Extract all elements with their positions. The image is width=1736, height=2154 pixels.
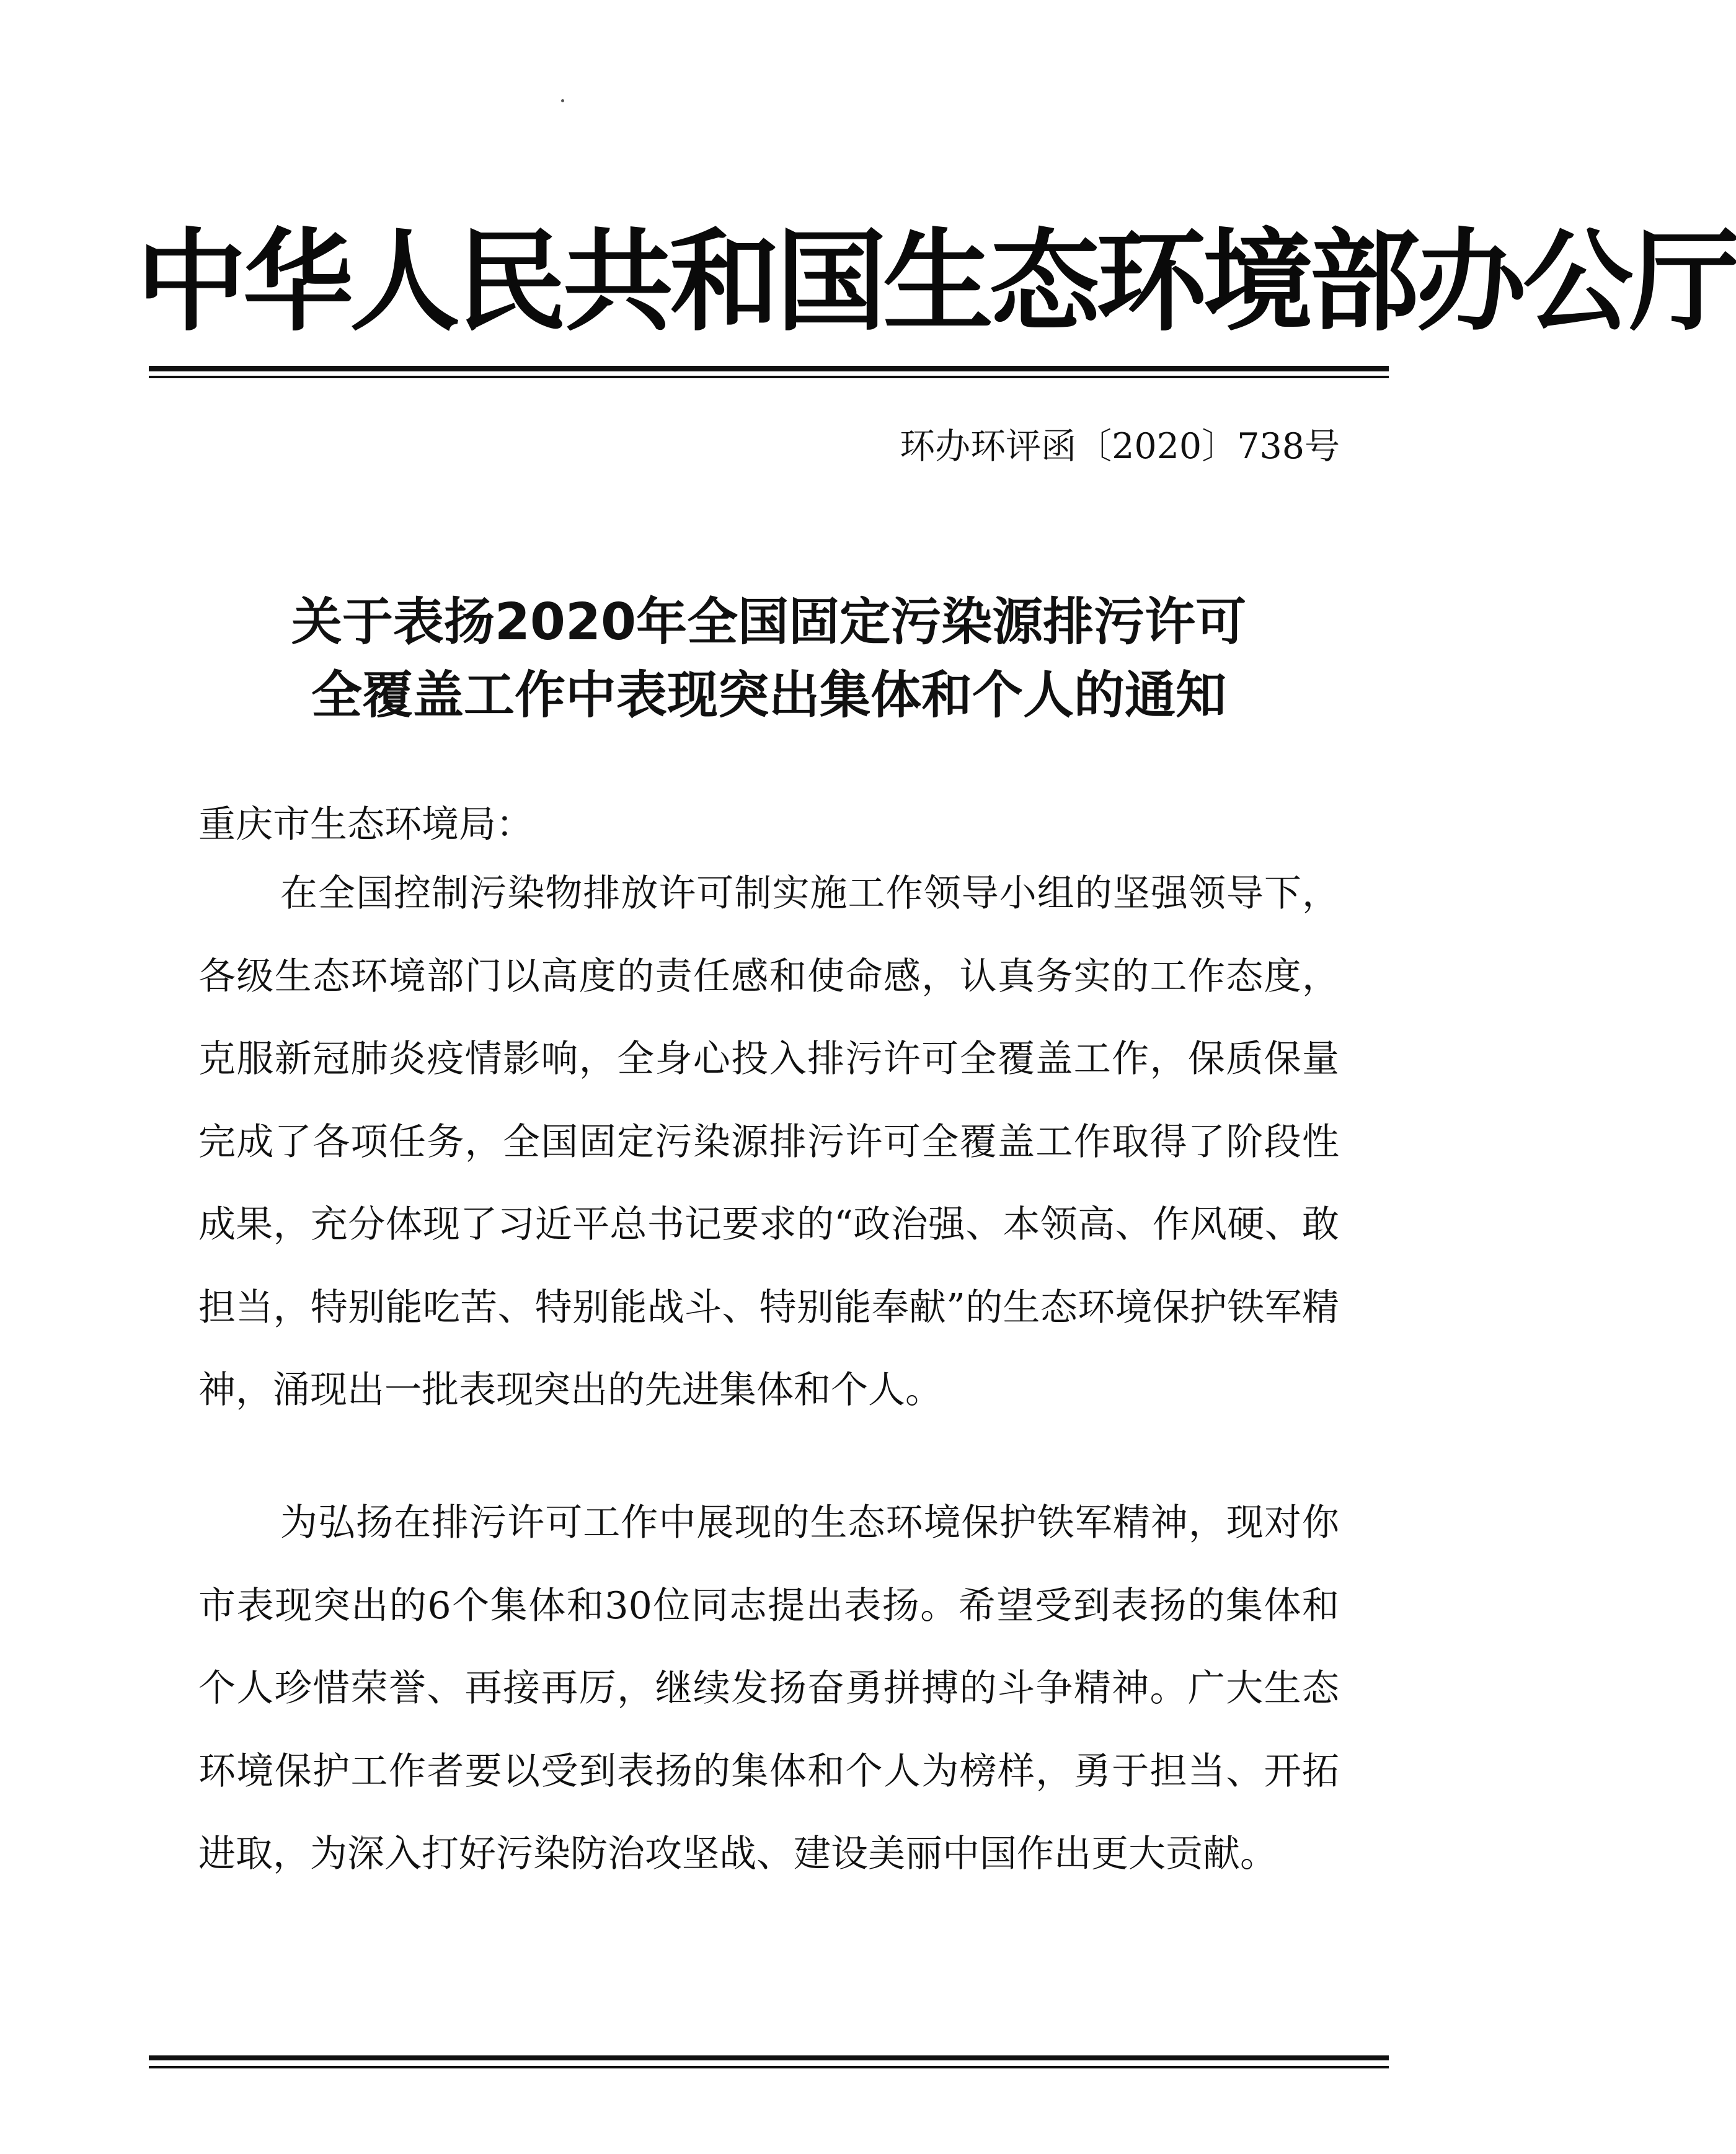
header-rule-thick	[149, 366, 1389, 371]
footer-rule-thin	[149, 2066, 1389, 2068]
body-paragraph-1: 在全国控制污染物排放许可制实施工作领导小组的坚强领导下，各级生态环境部门以高度的责任感和使命感，认真务实的工作态度，克服新冠肺炎疫情影响，全身心投入排污许可全覆盖工作，保质保量完成了各项任务，全国固定污染源排污许可全覆盖工作取得了阶段性成果，充分体现了习近平总书记要求的“政治强、本领高、作风硬、敢担当，特别能吃苦、特别能战斗、特别能奉献”的生态环境保护铁军精神，涌现出一批表现突出的先进集体和个人。	[198, 872, 1339, 1412]
scan-speck	[561, 99, 564, 102]
footer-rule-thick	[149, 2055, 1389, 2060]
header-rule-thin	[149, 376, 1389, 378]
notice-title-line-1: 关于表扬2020年全国固定污染源排污许可	[291, 593, 1247, 652]
document-number: 环办环评函〔2020〕738号	[900, 426, 1340, 467]
body-paragraph-2: 为弘扬在排污许可工作中展现的生态环境保护铁军精神，现对你市表现突出的6个集体和30位同志提出表扬。希望受到表扬的集体和个人珍惜荣誉、再接再厉，继续发扬奋勇拼搏的斗争精神。广大生态环境保护工作者要以受到表扬的集体和个人为榜样，勇于担当、开拓进取，为深入打好污染防治攻坚战、建设美丽中国作出更大贡献。	[198, 1501, 1339, 1876]
notice-title	[149, 586, 1389, 732]
notice-title-line-2: 全覆盖工作中表现突出集体和个人的通知	[311, 666, 1226, 725]
addressee: 重庆市生态环境局：	[198, 803, 533, 846]
agency-header: 中华人民共和国生态环境部办公厅	[136, 218, 1736, 346]
